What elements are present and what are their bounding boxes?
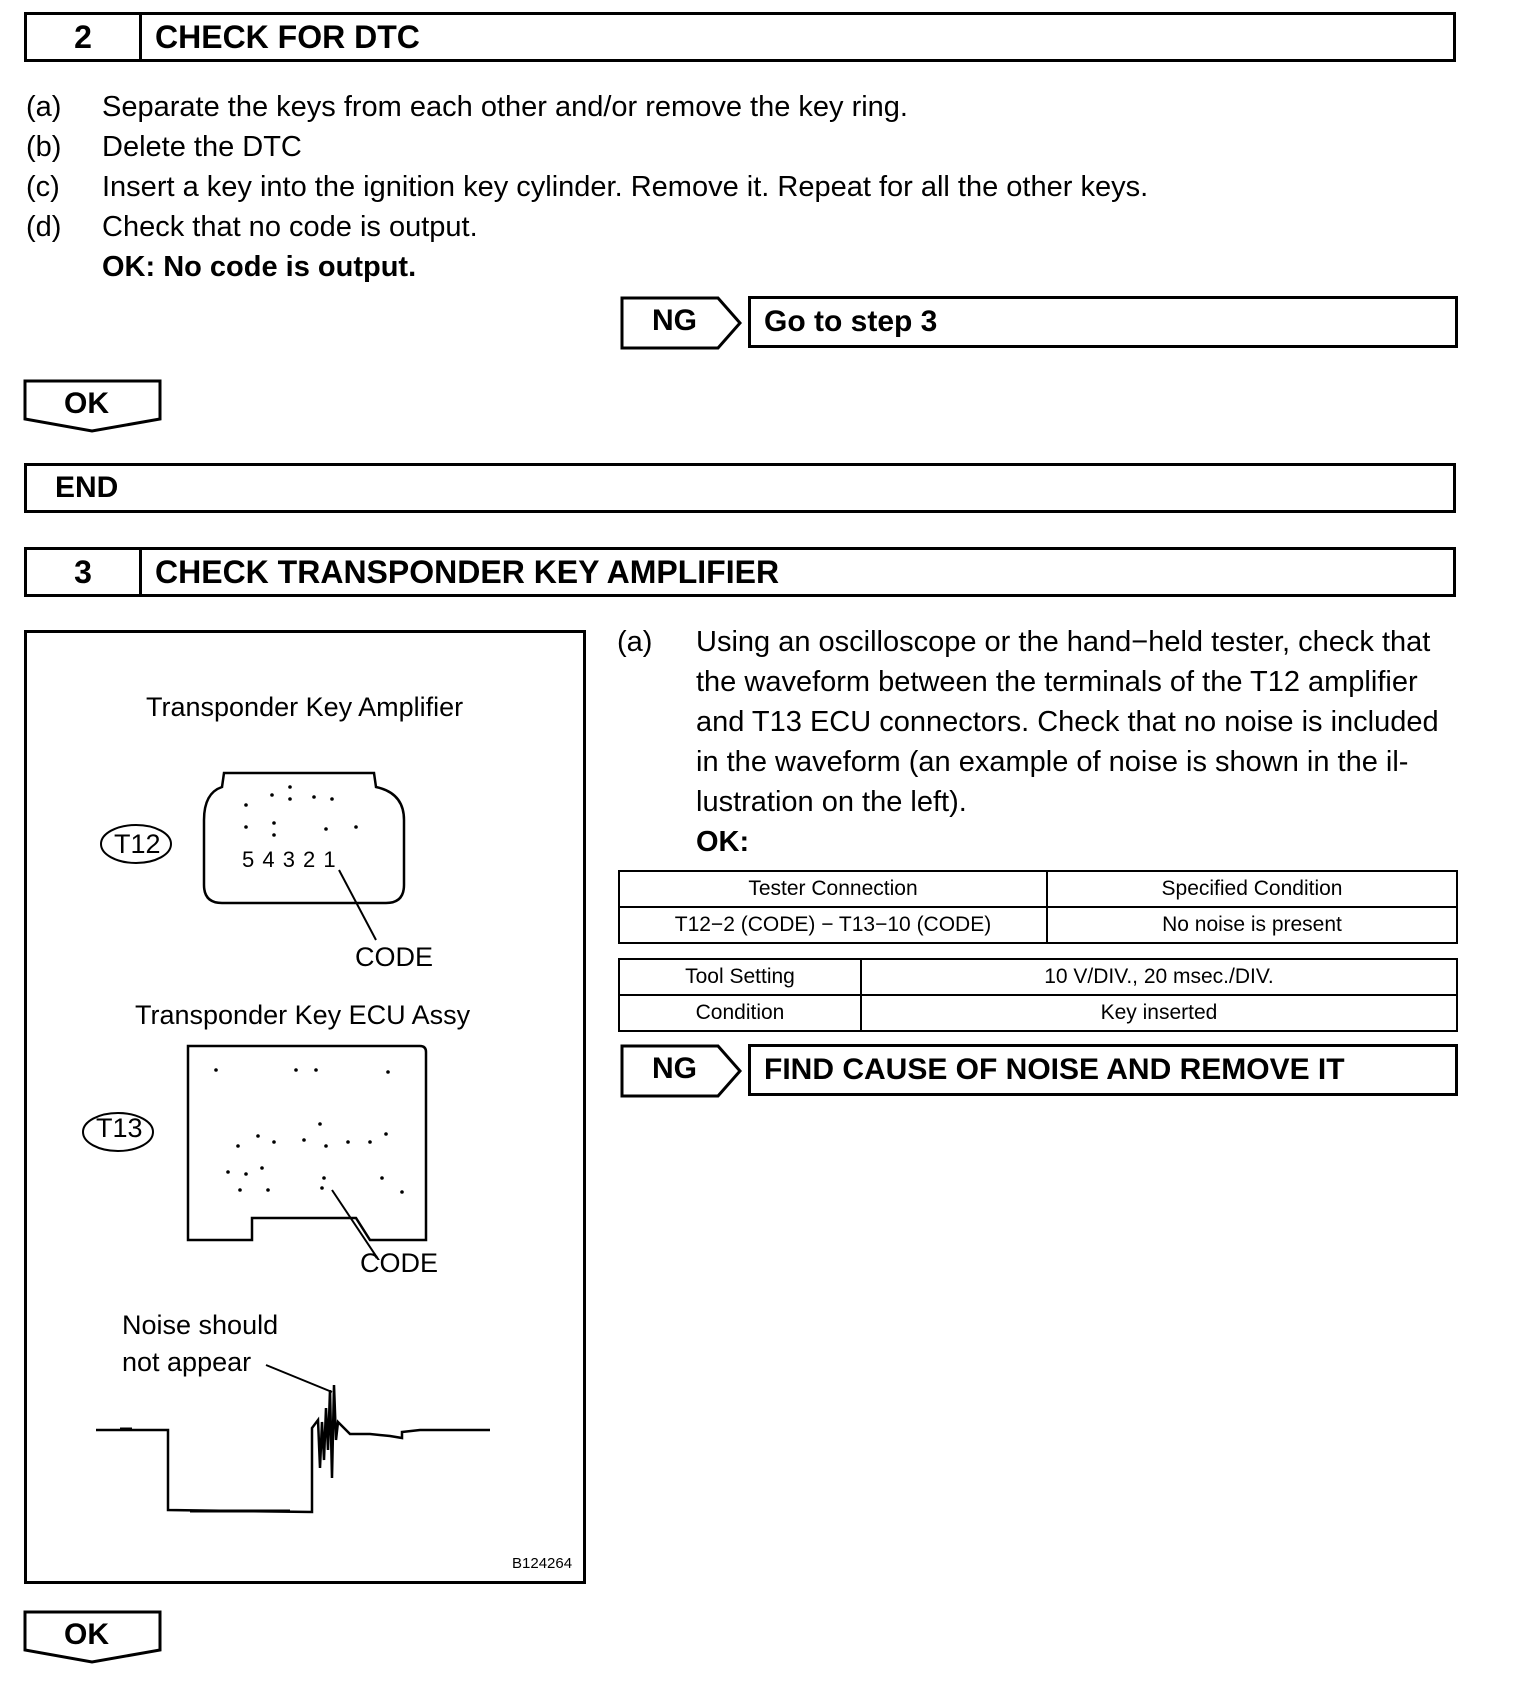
table-header-cell: Tester Connection xyxy=(619,871,1047,907)
amp-pin-numbers: 5 4 3 2 1 xyxy=(242,847,337,872)
end-box: END xyxy=(24,463,1456,513)
ok-label: OK xyxy=(64,387,109,420)
item-label: (c) xyxy=(26,171,60,203)
table-row xyxy=(619,907,1457,943)
item-text-line: lustration on the left). xyxy=(696,786,967,818)
item-text-line: and T13 ECU connectors. Check that no noise is included xyxy=(696,706,1439,738)
table-row xyxy=(619,995,1457,1031)
noise-note-line1: Noise should xyxy=(122,1310,279,1340)
item-label: (d) xyxy=(26,211,62,243)
t13-label: T13 xyxy=(96,1113,143,1143)
ng-result-box: FIND CAUSE OF NOISE AND REMOVE IT xyxy=(748,1044,1458,1096)
noise-waveform xyxy=(90,1350,530,1530)
item-label: (a) xyxy=(617,626,653,658)
ecu-title: Transponder Key ECU Assy xyxy=(135,1000,471,1030)
amp-title: Transponder Key Amplifier xyxy=(146,692,464,722)
item-text-line: Using an oscilloscope or the hand−held tester, check that xyxy=(696,626,1431,658)
spec-table xyxy=(618,870,1458,944)
ng-label: NG xyxy=(652,304,697,337)
step-number: 2 xyxy=(27,15,142,59)
ng-result-box: Go to step 3 xyxy=(748,296,1458,348)
table-cell: T12−2 (CODE) − T13−10 (CODE) xyxy=(619,907,1047,943)
ecu-code-label: CODE xyxy=(360,1248,439,1278)
item-label: (a) xyxy=(26,91,62,123)
ok-label: OK xyxy=(64,1618,109,1651)
item-text-line: the waveform between the terminals of the T12 amplifier xyxy=(696,666,1418,698)
tool-setting-table xyxy=(618,958,1458,1032)
table-row xyxy=(619,959,1457,995)
item-text: Insert a key into the ignition key cylinder. Remove it. Repeat for all the other keys. xyxy=(102,171,1149,203)
noise-note-line2: not appear xyxy=(122,1347,252,1377)
figure-id: B124264 xyxy=(512,1555,573,1572)
t13-connector-drawing xyxy=(80,1040,440,1260)
item-text-line: in the waveform (an example of noise is shown in the il- xyxy=(696,746,1409,778)
step-title: CHECK FOR DTC xyxy=(155,18,420,55)
table-cell: No noise is present xyxy=(1047,907,1457,943)
item-text: Delete the DTC xyxy=(102,131,302,163)
table-cell: 10 V/DIV., 20 msec./DIV. xyxy=(861,959,1457,995)
step-number: 3 xyxy=(27,550,142,594)
table-cell: Condition xyxy=(619,995,861,1031)
item-text: Check that no code is output. xyxy=(102,211,478,243)
table-header-cell: Specified Condition xyxy=(1047,871,1457,907)
step-3-header xyxy=(24,547,1456,597)
t12-label: T12 xyxy=(114,829,161,859)
table-cell: Key inserted xyxy=(861,995,1457,1031)
ok-note: OK: xyxy=(696,826,750,858)
step-title: CHECK TRANSPONDER KEY AMPLIFIER xyxy=(155,553,780,590)
amp-code-label: CODE xyxy=(355,942,434,972)
item-label: (b) xyxy=(26,131,62,163)
step-2-header xyxy=(24,12,1456,62)
table-header-row xyxy=(619,871,1457,907)
ng-label: NG xyxy=(652,1052,697,1085)
ok-note: OK: No code is output. xyxy=(102,251,417,283)
table-cell: Tool Setting xyxy=(619,959,861,995)
item-text: Separate the keys from each other and/or remove the key ring. xyxy=(102,91,908,123)
